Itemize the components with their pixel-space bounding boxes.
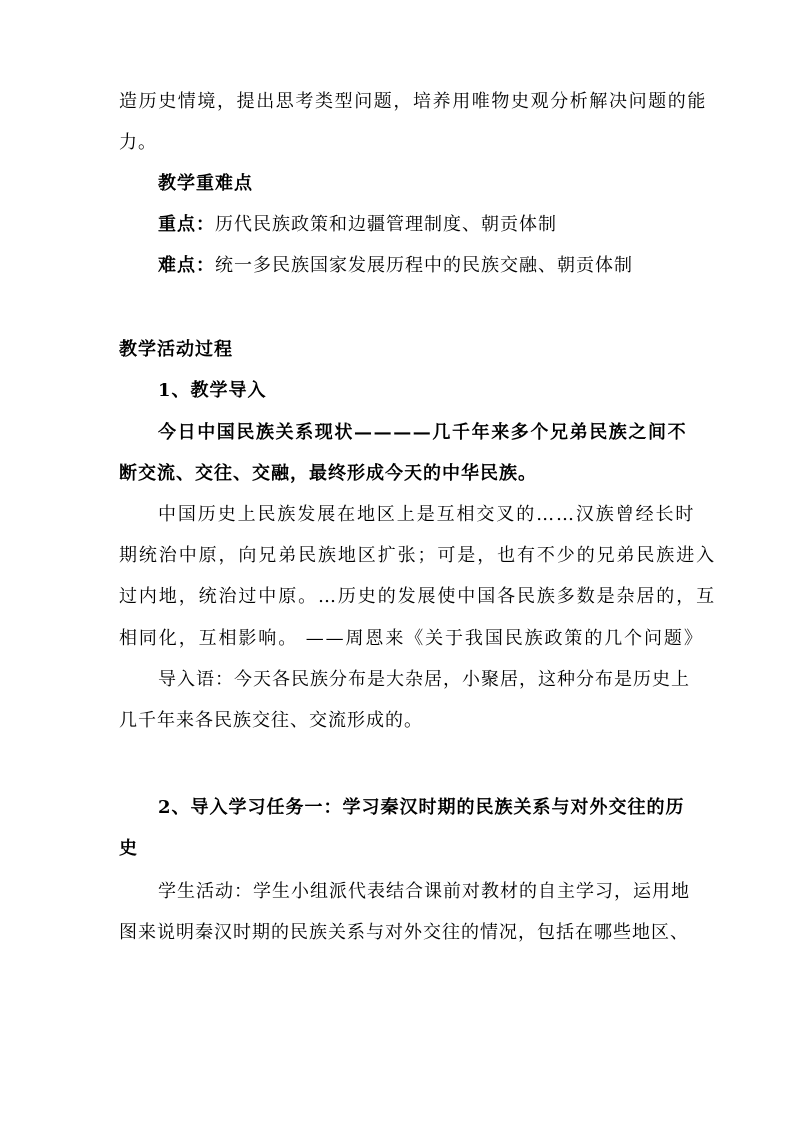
activity-line-1: 学生活动：学生小组派代表结合课前对教材的自主学习，运用地: [158, 881, 690, 902]
activity-line-2: 图来说明秦汉时期的民族关系与对外交往的情况，包括在哪些地区、: [119, 922, 689, 943]
difficulty-text: 统一多民族国家发展历程中的民族交融、朝贡体制: [215, 255, 633, 276]
focus-text: 历代民族政策和边疆管理制度、朝贡体制: [215, 214, 557, 235]
intro-line-2: 力。: [119, 132, 157, 153]
key-points-heading: 教学重难点: [158, 173, 253, 194]
quote-line-4: 相同化，互相影响。 ——周恩来《关于我国民族政策的几个问题》: [119, 628, 704, 649]
quote-line-1: 中国历史上民族发展在地区上是互相交叉的……汉族曾经长时: [158, 504, 696, 525]
process-heading: 教学活动过程: [119, 339, 233, 360]
difficulty-line: [158, 254, 633, 278]
focus-line: [158, 213, 557, 237]
highlight-line-1: 今日中国民族关系现状————几千年来多个兄弟民族之间不: [158, 422, 688, 443]
focus-label: 重点：: [158, 214, 215, 235]
lead-line-1: 导入语：今天各民族分布是大杂居，小聚居，这种分布是历史上: [158, 669, 690, 690]
lead-line-2: 几千年来各民族交往、交流形成的。: [119, 710, 423, 731]
difficulty-label: 难点：: [158, 255, 215, 276]
highlight-line-2: 断交流、交往、交融，最终形成今天的中华民族。: [119, 463, 537, 484]
quote-line-2: 期统治中原，向兄弟民族地区扩张；可是，也有不少的兄弟民族进入: [119, 545, 716, 566]
quote-line-3: 过内地，统治过中原。…历史的发展使中国各民族多数是杂居的，互: [119, 586, 716, 607]
step1-heading: 1、教学导入: [158, 380, 267, 401]
step2-heading-line-1: 2、导入学习任务一：学习秦汉时期的民族关系与对外交往的历: [158, 797, 685, 818]
step2-heading-line-2: 史: [119, 838, 138, 859]
intro-line-1: 造历史情境，提出思考类型问题，培养用唯物史观分析解决问题的能: [119, 91, 707, 112]
